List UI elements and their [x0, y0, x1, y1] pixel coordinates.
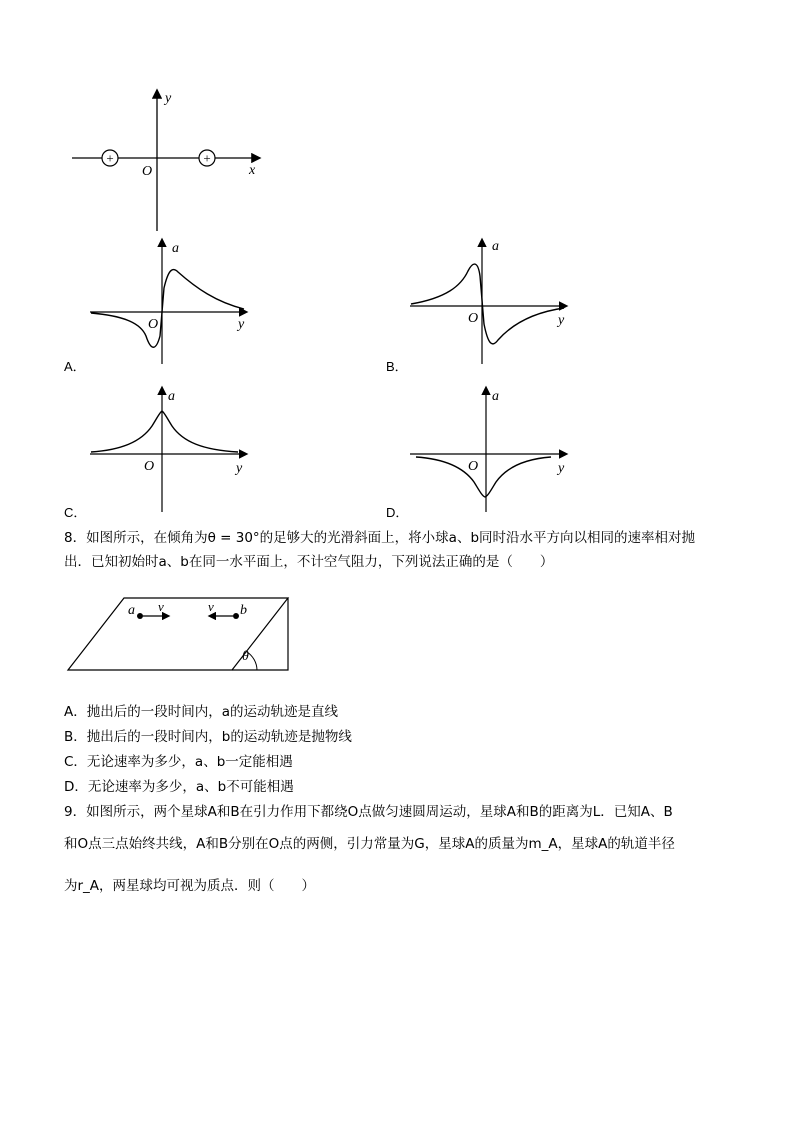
curve-c: [91, 411, 238, 452]
charge-right-sign: +: [203, 150, 211, 166]
graph-b: [406, 236, 576, 366]
q8-stem-line1: 8．如图所示，在倾角为θ = 30°的足够大的光滑斜面上，将小球a、b同时沿水平方向以相同的速率相对抛: [64, 530, 696, 546]
angle-label: θ: [242, 649, 249, 664]
svg-text:y: y: [238, 317, 245, 332]
velocity-b-label: v: [208, 599, 214, 614]
q8-option-d[interactable]: D．无论速率为多少，a、b不可能相遇: [64, 779, 294, 795]
curve-b: [411, 264, 564, 344]
svg-text:y: y: [558, 461, 565, 476]
svg-text:O: O: [144, 459, 155, 474]
ball-b: [233, 613, 239, 619]
q7-option-a-label[interactable]: A．: [64, 359, 86, 374]
y-axis-label: y: [165, 91, 172, 106]
q8-stem-line2: 出．已知初始时a、b在同一水平面上，不计空气阻力，下列说法正确的是（ ）: [64, 554, 554, 570]
incline-figure: [64, 590, 294, 680]
svg-text:a: a: [492, 239, 499, 254]
svg-text:y: y: [558, 313, 565, 328]
q9-stem-line1: 9．如图所示，两个星球A和B在引力作用下都绕O点做匀速圆周运动，星球A和B的距离为L．已知A、B: [64, 804, 673, 820]
q9-stem-line3: 为r_A，两星球均可视为质点．则（ ）: [64, 878, 316, 894]
two-charges-figure: [64, 86, 274, 236]
graph-a: [86, 236, 256, 366]
curve-d: [416, 457, 551, 497]
x-axis-label: x: [249, 163, 256, 178]
q9-stem-line2: 和O点三点始终共线，A和B分别在O点的两侧，引力常量为G，星球A的质量为m_A，星球A的轨道半径: [64, 836, 675, 852]
svg-text:O: O: [148, 317, 159, 332]
q8-option-c[interactable]: C．无论速率为多少，a、b一定能相遇: [64, 754, 293, 770]
q7-option-d-label[interactable]: D．: [386, 505, 409, 520]
origin-label: O: [142, 164, 153, 179]
q8-option-a[interactable]: A．抛出后的一段时间内，a的运动轨迹是直线: [64, 704, 339, 720]
charge-left-sign: +: [106, 150, 114, 166]
svg-text:y: y: [236, 461, 243, 476]
ball-a: [137, 613, 143, 619]
svg-text:O: O: [468, 459, 479, 474]
svg-text:O: O: [468, 311, 479, 326]
svg-text:a: a: [168, 389, 175, 404]
velocity-a-label: v: [158, 599, 164, 614]
svg-text:a: a: [492, 389, 499, 404]
curve-a: [91, 270, 244, 348]
svg-text:a: a: [172, 241, 179, 256]
graph-d: [406, 384, 576, 514]
graph-c: [86, 384, 256, 514]
ball-a-label: a: [128, 603, 135, 618]
ball-b-label: b: [240, 603, 247, 618]
q8-option-b[interactable]: B．抛出后的一段时间内，b的运动轨迹是抛物线: [64, 729, 352, 745]
q7-option-b-label[interactable]: B．: [386, 359, 408, 374]
q7-option-c-label[interactable]: C．: [64, 505, 87, 520]
